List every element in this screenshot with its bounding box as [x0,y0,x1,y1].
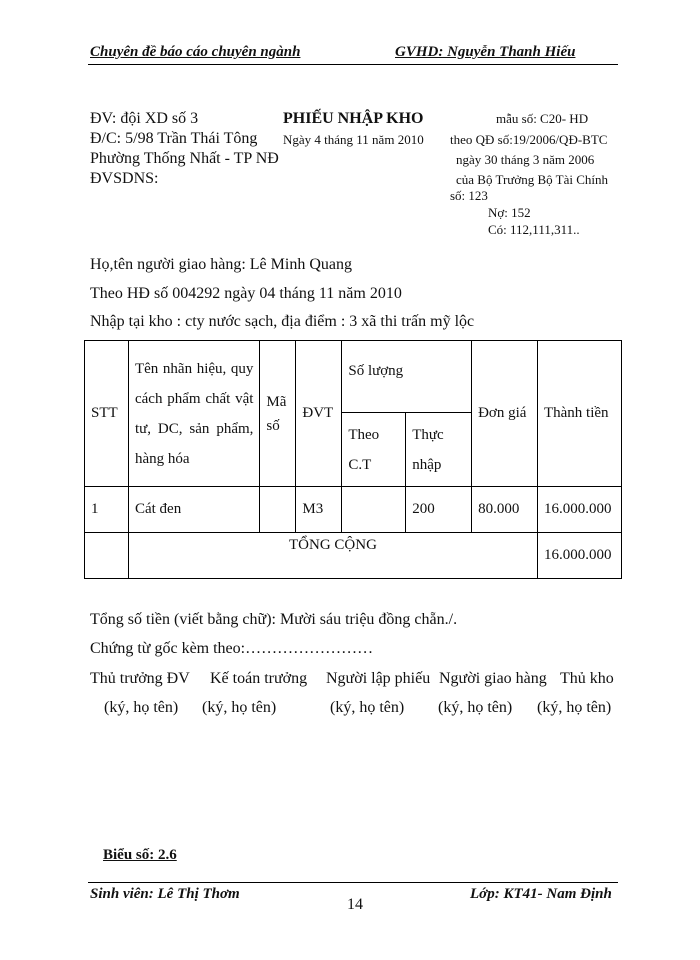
header-qty-actual: Thực nhập [406,413,472,487]
form-decision-date: ngày 30 tháng 3 năm 2006 [456,152,595,167]
header-stt: STT [85,341,129,487]
row-code [260,487,296,533]
form-debit: Nợ: 152 [488,205,531,220]
row-amount: 16.000.000 [537,487,621,533]
header-amount: Thành tiền [537,341,621,487]
footer-class: Lớp: KT41- Nam Định [470,886,612,902]
header-right: GVHD: Nguyễn Thanh Hiếu [395,44,576,60]
signature-note-accountant: (ký, họ tên) [202,699,277,716]
row-qty-actual: 200 [406,487,472,533]
total-label: TỔNG CỘNG [128,533,537,579]
form-credit: Có: 112,111,311.. [488,222,580,237]
warehouse-line: Nhập tại kho : cty nước sạch, địa điểm : 3 xã thi trấn mỹ lộc [90,313,475,330]
total-in-words: Tổng số tiền (viết bằng chữ): Mười sáu triệu đồng chẵn./. [90,611,458,628]
unit-address: Đ/C: 5/98 Trần Thái Tông [90,130,258,147]
document-title: PHIẾU NHẬP KHO [283,110,424,127]
header-item-name: Tên nhãn hiệu, quy cách phẩm chất vật tư, DC, sản phẩm, hàng hóa [128,341,259,487]
signature-note-storekeeper: (ký, họ tên) [537,699,612,716]
signature-note-preparer: (ký, họ tên) [330,699,405,716]
header-rule [88,64,618,65]
header-qty-doc: Theo C.T [342,413,406,487]
signature-role-storekeeper: Thủ kho [560,670,614,687]
signature-role-preparer: Người lập phiếu [326,670,431,687]
row-unit: M3 [296,487,342,533]
footer-student: Sinh viên: Lê Thị Thơm [90,886,240,902]
header-price: Đơn giá [472,341,538,487]
total-row [85,533,622,579]
figure-label: Biểu số: 2.6 [103,847,177,863]
signature-note-deliverer: (ký, họ tên) [438,699,513,716]
signature-note-head: (ký, họ tên) [104,699,179,716]
invoice-line: Theo HĐ số 004292 ngày 04 tháng 11 năm 2010 [90,285,402,302]
attached-documents: Chứng từ gốc kèm theo:…………………… [90,640,374,657]
header-unit: ĐVT [296,341,342,487]
row-qty-doc [342,487,406,533]
unit-dvsdns: ĐVSDNS: [90,170,159,187]
header-quantity: Số lượng [342,341,472,413]
header-code: Mã số [260,341,296,487]
header-left: Chuyên đề báo cáo chuyên ngành [90,44,301,60]
form-issuer: của Bộ Trưởng Bộ Tài Chính [456,172,609,187]
row-price: 80.000 [472,487,538,533]
deliverer-line: Họ,tên người giao hàng: Lê Minh Quang [90,256,352,273]
total-amount: 16.000.000 [537,533,621,579]
page-number: 14 [347,896,363,913]
footer-rule [88,882,618,883]
signature-role-head: Thủ trưởng ĐV [90,670,190,687]
row-stt: 1 [85,487,129,533]
document-date: Ngày 4 tháng 11 năm 2010 [283,132,424,147]
unit-name: ĐV: đội XD số 3 [90,110,199,127]
table-row [85,487,622,533]
form-number: số: 123 [450,188,488,203]
signature-role-deliverer: Người giao hàng [439,670,547,687]
signature-role-accountant: Kế toán trưởng [210,670,308,687]
unit-ward: Phường Thống Nhất - TP NĐ [90,150,279,167]
form-code: mẫu số: C20- HD [496,111,589,126]
form-decision: theo QĐ số:19/2006/QĐ-BTC [450,132,608,147]
receipt-table [84,340,622,579]
row-name: Cát đen [128,487,259,533]
